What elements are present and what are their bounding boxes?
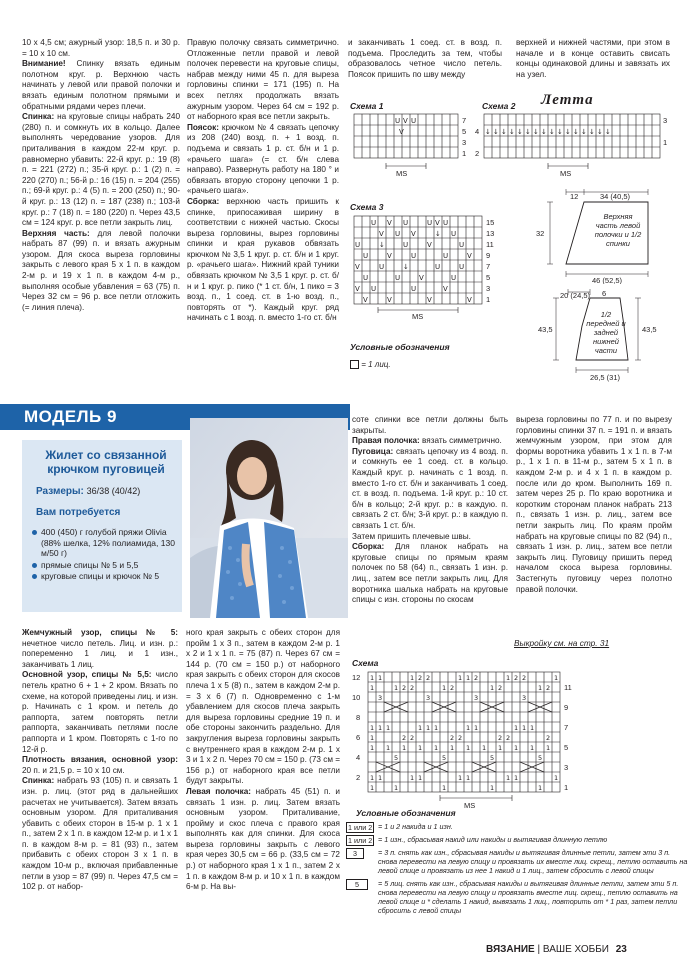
model-title: Жилет со связанной крючком пуговицей (45, 448, 167, 476)
svg-text:2: 2 (450, 684, 455, 692)
svg-text:1: 1 (530, 724, 535, 732)
svg-text:V: V (467, 252, 472, 260)
svg-text:1: 1 (522, 724, 527, 732)
s3-row-7: 7 (486, 262, 491, 271)
svg-text:1: 1 (530, 744, 535, 752)
svg-text:U: U (451, 230, 457, 238)
legend-bottom (346, 822, 691, 919)
density-value: 20 п. и 21,5 р. = 10 х 10 см. (22, 765, 125, 775)
assembly2-text: Для планок набрать на круговые спицы по прямым краям полочек по 58 (64) п., связать 1 изн. р. лиц., затем все петли закрыть лиц. Для воротника шалька набрать на круговые спицы с изн. стороны по скосам (352, 542, 508, 605)
s1-ms: MS (396, 169, 408, 178)
material-yarn: 400 (450) г голубой пряжи Olivia (88% шелка, 12% полиамида, 130 м/50 г) (32, 527, 180, 559)
legend-bottom-title: Условные обозначения (356, 808, 456, 818)
s1-row-5: 5 (462, 127, 467, 136)
svg-text:1: 1 (546, 744, 551, 752)
svg-text:U: U (443, 252, 449, 260)
col3-mid (352, 415, 508, 606)
svg-text:1: 1 (458, 674, 463, 682)
pearl-text: нечетное число петель. Лиц. и изн. р.: попеременно 1 лиц. и 1 изн., заканчивать 1 лиц. (22, 638, 178, 669)
dim-43-right: 43,5 (642, 325, 657, 334)
legend-row-3 (346, 848, 691, 875)
legend-top-item (350, 360, 391, 369)
svg-text:U: U (411, 285, 417, 293)
svg-text:1: 1 (490, 784, 495, 792)
svg-text:U: U (443, 219, 449, 227)
legend-row-4 (346, 879, 691, 915)
attention-text: Спинку вязать единым полотном круг. р. Верхнюю часть начинать у левой или правой полочки и вязать единым полотном прямыми и обратными рядами через плечи. (22, 59, 180, 111)
right-shelf-label: Правая полочка: (352, 436, 420, 446)
svg-text:U: U (363, 274, 369, 282)
svg-text:1: 1 (554, 674, 559, 682)
svg-text:2: 2 (450, 734, 455, 742)
col4-top (516, 38, 670, 80)
belt-label: Поясок: (187, 122, 219, 132)
svg-text:1: 1 (434, 724, 439, 732)
svg-text:1: 1 (426, 724, 431, 732)
col2-bottom-p1: ного края закрыть с обеих сторон для пройм 1 х 3 п., затем в каждом 2-м р. 1 х 2 и 1 х 1 п. = 75 (87) п. Через 67 см = 144 р. (70 см = 150 р.) от наборного края закрыть с обеих сторон для скосов плеча 1 х 5 (8) п., затем в каждом 2-м р. = 3 х 6 (7) п. Одновременно с 1-м убавлением для скосов плеча закрыть для выреза горловины средние 19 п. и обе стороны закончить раздельно. Для закругления выреза горловины закрыть с внутреннего края в каждом 2-м р. 1 х 3 и 1 х 2 п. Через 70 см = 150 р. (73 см = 156 р.) от наборного края все петли будут закрыты. (186, 628, 341, 786)
col2-top (187, 38, 339, 324)
svg-text:V: V (379, 230, 384, 238)
main-pattern-label: Основной узор, спицы № 5,5: (22, 670, 152, 680)
page-footer (486, 944, 627, 955)
svg-text:1: 1 (370, 684, 375, 692)
svg-text:V: V (419, 274, 424, 282)
svg-text:1: 1 (474, 724, 479, 732)
upper-text: для левой полочки набрать 87 (99) п. и вязать ажурным узором. Для скоса выреза горловины закрыть с левого края 5 х 1 п. в каждом 2-м р. и 19 х 1 п. в каждом 4-м р., выполняя особые убавления = 63 (75) п. Через 32 см = 96 р. все петли отложить (= линия плеча). (22, 228, 181, 312)
magazine-name: ВЯЗАНИЕ (486, 944, 535, 955)
legend-text-3: = 3 п. снять как изн., сбрасывая накиды и вытягивая длинные петли, затем эти 3 п. снова перевести на левую спицу и провязать их вместе лиц. скрещ., петлю оставить на левой спице и провязать из нее 1 накид и 1 лиц., затем сбросить с левой спицы (378, 848, 688, 875)
svg-text:1: 1 (538, 684, 543, 692)
scheme3-label: Схема 3 (350, 202, 384, 212)
svg-text:V: V (387, 219, 392, 227)
svg-text:1: 1 (370, 784, 375, 792)
col2-bottom (186, 628, 340, 893)
legend-top-title: Условные обозначения (350, 342, 450, 352)
col3-top-text: и заканчивать 1 соед. ст. в возд. п. подъема. Проследить за тем, чтобы образовалось четное число петель. Поясок пришить по шву между (348, 38, 502, 79)
scheme1-label: Схема 1 (350, 101, 384, 111)
s3-row-15: 15 (486, 218, 495, 227)
dim-12: 12 (570, 192, 579, 201)
sb-row-1: 1 (564, 783, 569, 792)
col1-top (22, 38, 180, 313)
svg-text:↓: ↓ (493, 128, 499, 136)
svg-text:5: 5 (442, 754, 447, 762)
col4-top-text: верхней и нижней частями, при этом в начале и в конце оставить свисать концы одинаковой длины и завязать их на узел. (516, 38, 670, 79)
sb-row-11: 11 (564, 683, 572, 692)
svg-text:V: V (435, 219, 440, 227)
svg-text:1: 1 (370, 744, 375, 752)
legend-sym-2: 1 или 2 (348, 836, 373, 845)
s3-row-13: 13 (486, 229, 495, 238)
svg-text:1: 1 (402, 744, 407, 752)
svg-text:1: 1 (410, 674, 415, 682)
svg-text:↓: ↓ (597, 128, 603, 136)
brand-logo: Летта (541, 92, 594, 108)
svg-text:1: 1 (466, 774, 471, 782)
svg-text:↓: ↓ (517, 128, 523, 136)
svg-text:V: V (427, 241, 432, 249)
svg-text:2: 2 (546, 734, 551, 742)
svg-text:V: V (403, 117, 408, 125)
button-label: Пуговица: (352, 446, 394, 456)
density-text: 10 х 4,5 см; ажурный узор: 18,5 п. и 30 р. = 10 х 10 см. (22, 38, 180, 58)
svg-text:1: 1 (514, 744, 519, 752)
s2-ms: MS (560, 169, 572, 178)
svg-text:2: 2 (458, 734, 463, 742)
svg-text:↓: ↓ (589, 128, 595, 136)
scheme3-chart (350, 212, 500, 322)
dim-34: 34 (40,5) (600, 192, 631, 201)
scheme2-label: Схема 2 (482, 101, 516, 111)
right-shelf-text2: вязать симметрично. (419, 436, 502, 446)
back-text: на круговые спицы набрать 240 (280) п. и сомкнуть их в кольцо. Далее выполнять чередование узоров. Для приталивания в каждом 22-м круг. р. равномерно убавить: 22-й круг. р.: 19 (8) п. = 221 (272) п.; 35-й круг. р.: 1 (2) п. = 220 (270) п.; 56-й р.: 16 (15) п. = 204 (255) п.; 69-й круг. р.: 4 (5) п. = 200 (250) п.; 90-й круг. р.: 13 (12) п. = 187 (238) п.; 103-й круг. р.: 7 (18) п. = 180 (220) п. Через 43,5 см = 124 круг. р. все петли закрыть лиц. (22, 112, 180, 228)
svg-text:1: 1 (370, 674, 375, 682)
svg-text:U: U (395, 117, 401, 125)
col3-top (348, 38, 502, 80)
svg-text:1: 1 (394, 684, 399, 692)
svg-text:U: U (371, 285, 377, 293)
svg-text:V: V (387, 296, 392, 304)
svg-text:1: 1 (514, 774, 519, 782)
svg-text:1: 1 (450, 744, 455, 752)
legend-row-1 (346, 822, 691, 831)
svg-text:1: 1 (410, 774, 415, 782)
button-text: связать цепочку из 4 возд. п. и сомкнуть ее 1 соед. ст. в кольцо. Каждый круг. р. начинать с 1 возд. п. вместо 1-го ст. б/н и заканчивать 1 соед. ст. в возд. п. подъема. 1-й круг. р.: 10 ст. б/н в кольцо; 2-й круг. р.: в каждую. п. связать 2 ст. б/н; 3-й круг. р.: в каждую п. связать 1 ст. б/н. (352, 446, 508, 530)
svg-text:↓: ↓ (565, 128, 571, 136)
s3-row-5: 5 (486, 273, 491, 282)
svg-text:V: V (411, 230, 416, 238)
svg-text:1: 1 (378, 724, 383, 732)
model-photo-image (190, 418, 348, 618)
svg-text:1: 1 (514, 724, 519, 732)
svg-text:2: 2 (410, 684, 415, 692)
back-label: Спинка: (22, 112, 55, 122)
svg-text:2: 2 (474, 674, 479, 682)
upper-label: Верхняя часть: (22, 228, 90, 238)
svg-text:1: 1 (466, 744, 471, 752)
svg-text:↓: ↓ (525, 128, 531, 136)
svg-text:2: 2 (498, 684, 503, 692)
svg-text:1: 1 (370, 734, 375, 742)
assembly2-label: Сборка: (352, 542, 385, 552)
s2-row-3: 3 (663, 116, 668, 125)
svg-text:1: 1 (394, 784, 399, 792)
svg-text:1: 1 (418, 774, 423, 782)
footer-sep: | (534, 944, 543, 955)
svg-text:1: 1 (378, 674, 383, 682)
pattern-upper-label: Верхняя часть левой полочки и 1/2 спинки (594, 212, 642, 248)
svg-text:1: 1 (386, 724, 391, 732)
svg-text:1: 1 (482, 744, 487, 752)
page-number: 23 (615, 944, 627, 955)
svg-text:2: 2 (522, 674, 527, 682)
svg-text:1: 1 (506, 674, 511, 682)
sb-row-7: 7 (564, 723, 569, 732)
s2-row-2: 2 (475, 149, 480, 158)
assembly-label: Сборка: (187, 196, 220, 206)
svg-text:1: 1 (498, 744, 503, 752)
svg-text:V: V (387, 252, 392, 260)
info-box (22, 440, 182, 612)
sizes (36, 486, 140, 497)
sb-row-6: 6 (356, 733, 361, 742)
legend-row-2 (346, 835, 691, 844)
left-shelf-label: Левая полочка: (186, 786, 251, 796)
svg-text:1: 1 (466, 724, 471, 732)
legend-text-1: = 1 и 2 накида и 1 изн. (378, 822, 453, 831)
need-title: Вам потребуется (36, 507, 121, 518)
svg-text:↓: ↓ (485, 128, 491, 136)
svg-text:↓: ↓ (509, 128, 515, 136)
sb-row-8: 8 (356, 713, 361, 722)
svg-text:↓: ↓ (557, 128, 563, 136)
svg-text:3: 3 (426, 694, 431, 702)
sb-row-10: 10 (352, 693, 361, 702)
svg-text:U: U (435, 263, 441, 271)
svg-text:U: U (403, 219, 409, 227)
main-pattern-text: число петель кратно 6 + 1 + 2 кром. Вязать по схеме, на которой приведены лиц. и изн. р. Начинать с 1 кром. и петель до раппорта, затем повторять петли раппорта, заканчивать петлями после раппорта и 1 кром. Повторять с 1-го по 12-й р. (22, 670, 178, 754)
dim-20: 20 (24,5) (560, 291, 591, 300)
model-number: МОДЕЛЬ 9 (24, 407, 117, 426)
svg-text:↓: ↓ (541, 128, 547, 136)
svg-text:↓: ↓ (501, 128, 507, 136)
svg-text:U: U (395, 230, 401, 238)
sb-row-2: 2 (356, 773, 361, 782)
svg-text:V: V (355, 285, 360, 293)
col4-mid-p1: выреза горловины по 77 п. и по вырезу горловины спинки 37 п. = 191 п. и вязать жемчужным узором, при этом для формы воротника убавить 1 х 1 п. в 7-м р., 1 х 1 п. в 11-м р., затем 5 х 1 п. в каждом 2-м р. и 4 х 1 п. в каждом р. после или до кром. Выполнить 169 п. затем через 25 р. По краю воротника и коротким сторонам планок набрать 213 п., связать 1 изн. р. лиц., затем все петли закрыть лиц. По краям пройм набрать на круговые спицы по 82 (94) п., связать 1 изн. р. лиц., затем все петли закрыть лиц. Пуговицу пришить перед началом скоса выреза горловины. Застегнуть пуговицу через полотно правой полочки. (516, 415, 672, 594)
sizes-label: Размеры: (36, 486, 84, 497)
svg-text:U: U (403, 241, 409, 249)
sizes-value: 36/38 (40/42) (86, 486, 141, 496)
svg-text:2: 2 (418, 674, 423, 682)
svg-text:5: 5 (538, 754, 543, 762)
materials-list (32, 527, 180, 583)
material-hook: круговые спицы и крючок № 5 (32, 571, 180, 582)
svg-text:V: V (443, 285, 448, 293)
s3-ms: MS (412, 312, 424, 321)
s1-row-3: 3 (462, 138, 467, 147)
svg-text:↓: ↓ (379, 241, 385, 249)
svg-text:↓: ↓ (435, 230, 441, 238)
svg-text:U: U (379, 263, 385, 271)
back2-text: набрать 93 (105) п. и связать 1 изн. р. лиц. (этот ряд в дальнейших расчетах не учитывается). Затем вязать основным узором. Для приталивания убавить с обеих сторон в 15-м р. 1 х 1 п., затем 2 х 1 п. в каждом 12-м р. и 1 х 1 п. в каждом 8-м р. = 81 (93) п., затем прибавить с обеих сторон 3 х 1 п. в каждом 10-м р., включая прибавленные петли в узор = 87 (99) п. Через 47,5 см = 102 р. от набор- (22, 776, 178, 892)
svg-text:1: 1 (378, 774, 383, 782)
model-photo (190, 418, 348, 618)
legend-top-text: = 1 лиц. (361, 360, 391, 369)
s3-row-1: 1 (486, 295, 491, 304)
s2-row-1: 1 (663, 138, 668, 147)
svg-text:1: 1 (490, 684, 495, 692)
svg-text:↓: ↓ (533, 128, 539, 136)
svg-text:↓: ↓ (581, 128, 587, 136)
scheme2-chart (472, 110, 672, 180)
sb-row-5: 5 (564, 743, 569, 752)
svg-text:↓: ↓ (573, 128, 579, 136)
pearl-label: Жемчужный узор, спицы № 5: (22, 628, 178, 637)
svg-text:1: 1 (442, 784, 447, 792)
svg-text:1: 1 (386, 744, 391, 752)
s3-row-11: 11 (486, 240, 494, 249)
sb-row-9: 9 (564, 703, 569, 712)
pattern-link[interactable]: Выкройку см. на стр. 31 (514, 638, 610, 648)
svg-text:U: U (371, 219, 377, 227)
assembly-text: верхнюю часть пришить к спинке, припосаживая ширину в соответствии с нижней частью. Скосы выреза горловины, вырез горловины спинки и края рукавов обвязать крючком № 3,5 1 круг. р. ст. б/н и 1 круг. р. «рачьего шага». Нижний край туники обвязать крючком № 3,5 1 круг. р. ст. б/н и 1 круг. р. пико (* 1 ст. б/н, 1 пико = 3 возд. п., 1 соед. ст. в 1-ю возд. п., повторять от *). Каждый круг. ряд начинать с 1 возд. п. вместо 1-го ст. б/н (187, 196, 339, 323)
legend-sym-4: 5 (346, 879, 368, 890)
svg-text:V: V (467, 296, 472, 304)
svg-text:U: U (459, 241, 465, 249)
dim-26: 26,5 (31) (590, 373, 621, 382)
attention-label: Внимание! (22, 59, 66, 69)
dim-46: 46 (52,5) (592, 276, 623, 284)
svg-text:U: U (411, 252, 417, 260)
svg-text:3: 3 (522, 694, 527, 702)
svg-text:2: 2 (506, 734, 511, 742)
belt-text: крючком № 4 связать цепочку из 208 (240) возд. п. + 1 возд. п. подъема и связать 1 р. ст. б/н и 1 р. «рачьего шага» (= ст. б/н слева направо). Развернуть работу на 180 ° и обвязать вторую сторону цепочки 1 р. «рачьего шага». (187, 122, 339, 196)
svg-text:↓: ↓ (549, 128, 555, 136)
svg-text:2: 2 (498, 734, 503, 742)
dim-6: 6 (602, 289, 607, 298)
svg-text:2: 2 (514, 674, 519, 682)
sb-row-4: 4 (356, 753, 361, 762)
col1-bottom (22, 628, 178, 893)
svg-text:U: U (363, 252, 369, 260)
s1-row-7: 7 (462, 116, 467, 125)
density-label: Плотность вязания, основной узор: (22, 755, 178, 765)
scheme-bottom-chart (350, 668, 590, 810)
svg-text:2: 2 (546, 684, 551, 692)
s3-row-3: 3 (486, 284, 491, 293)
svg-text:U: U (427, 219, 433, 227)
scheme1-chart (350, 110, 480, 180)
back2-label: Спинка: (22, 776, 55, 786)
svg-text:V: V (399, 128, 404, 136)
sb-row-12: 12 (352, 673, 361, 682)
sb-ms: MS (464, 801, 476, 810)
svg-text:1: 1 (434, 744, 439, 752)
svg-text:1: 1 (370, 724, 375, 732)
left-shelf-text: набрать 45 (51) п. и связать 1 изн. р. лиц. Затем вязать основным узором. Приталивание, пройму и скос плеча с правого края выполнять как для спинки. Для скоса выреза горловины закрыть с левого края через 30,5 см = 66 р. (33,5 см = 72 р.) от наборного края 1 х 1 п., затем 2 х 1 п. в каждом 8-м р. и 10 х 1 п. в каждом 6-м р. На вы- (186, 786, 341, 892)
s3-row-9: 9 (486, 251, 491, 260)
col3-mid-p1: соте спинки все петли должны быть закрыты. (352, 415, 508, 435)
svg-text:3: 3 (474, 694, 479, 702)
svg-text:V: V (355, 263, 360, 271)
svg-text:3: 3 (378, 694, 383, 702)
pattern-lower-label: 1/2 передней и задней нижней части (586, 310, 626, 355)
svg-text:2: 2 (402, 734, 407, 742)
svg-text:1: 1 (442, 684, 447, 692)
col3-mid-p2: Затем пришить плечевые швы. (352, 531, 471, 541)
legend-text-4: = 5 лиц. снять как изн., сбрасывая накиды и вытягивая длинные петли, затем эти 5 п. снова перевести на левую спицу и провязать вместе лиц. скрещ., петлю оставить на левой спице и * сделать 1 накид, вывязать 1 лиц., повторить от * 1 раз, затем петли сбросить с левой спицы (378, 879, 679, 915)
col4-mid (516, 415, 672, 595)
svg-text:1: 1 (466, 674, 471, 682)
svg-text:5: 5 (490, 754, 495, 762)
svg-text:U: U (451, 274, 457, 282)
svg-text:1: 1 (418, 724, 423, 732)
svg-text:U: U (395, 274, 401, 282)
scheme-bottom-label: Схема (352, 658, 379, 668)
legend-sym-1: 1 или 2 (348, 823, 373, 832)
svg-text:U: U (355, 241, 361, 249)
svg-text:2: 2 (426, 674, 431, 682)
svg-text:U: U (411, 117, 417, 125)
svg-text:2: 2 (402, 684, 407, 692)
dim-32: 32 (536, 229, 545, 238)
legend-sym-3: 3 (346, 848, 364, 859)
s2-row-4: 4 (475, 127, 480, 136)
empty-cell-icon (350, 360, 359, 369)
svg-text:U: U (459, 263, 465, 271)
svg-text:1: 1 (418, 744, 423, 752)
svg-text:1: 1 (538, 784, 543, 792)
material-needles: прямые спицы № 5 и 5,5 (32, 560, 180, 571)
svg-text:2: 2 (410, 734, 415, 742)
dim-43-left: 43,5 (538, 325, 553, 334)
svg-text:5: 5 (394, 754, 399, 762)
svg-text:V: V (363, 296, 368, 304)
legend-text-2: = 1 изн., сбрасывая накид или накиды и вытягивая длинную петлю (378, 835, 608, 844)
svg-text:V: V (427, 296, 432, 304)
sb-row-3: 3 (564, 763, 569, 772)
svg-text:1: 1 (370, 774, 375, 782)
svg-text:1: 1 (554, 774, 559, 782)
svg-text:1: 1 (458, 774, 463, 782)
svg-text:↓: ↓ (605, 128, 611, 136)
svg-text:1: 1 (506, 774, 511, 782)
s1-row-1: 1 (462, 149, 467, 158)
magazine-tag: ВАШЕ ХОББИ (542, 944, 609, 955)
right-shelf-text: Правую полочку связать симметрично. Отложенные петли правой и левой полочек перевести на круговые спицы, набрав между ними 45 п. для выреза горловины спинки = 171 (195) п. На всех петлях продолжать вязать ажурным узором. Через 64 см = 192 р. от наборного края все петли закрыть. (187, 38, 339, 122)
svg-text:↓: ↓ (403, 263, 409, 271)
